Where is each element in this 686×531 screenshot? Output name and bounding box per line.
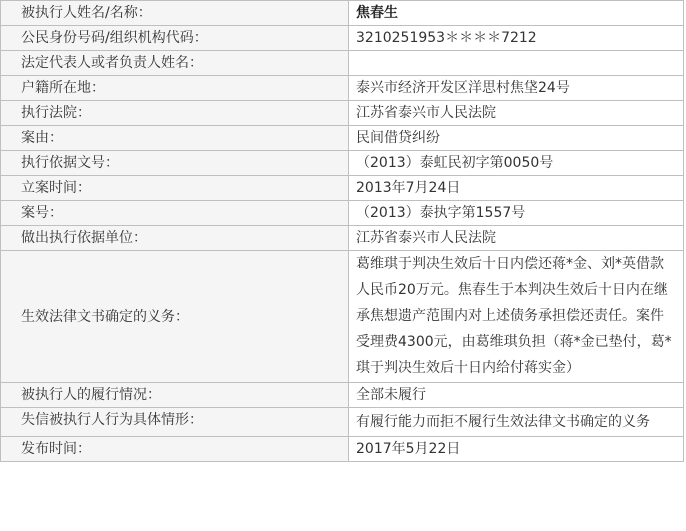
row-value-court: 江苏省泰兴市人民法院 [349, 101, 684, 126]
row-label-id-number: 公民身份号码/组织机构代码： [1, 26, 349, 51]
row-label-basis-doc-no: 执行依据文号： [1, 151, 349, 176]
row-value-legal-rep [349, 51, 684, 76]
row-value-domicile: 泰兴市经济开发区洋思村焦垡24号 [349, 76, 684, 101]
table-row [1, 408, 684, 437]
row-value-case-no: （2013）泰执字第1557号 [349, 201, 684, 226]
row-value-dishonest-behavior: 有履行能力而拒不履行生效法律文书确定的义务 [349, 408, 684, 437]
row-label-court: 执行法院： [1, 101, 349, 126]
row-label-publish-date: 发布时间： [1, 437, 349, 462]
row-label-case-no: 案号： [1, 201, 349, 226]
table-row [1, 176, 684, 201]
row-value-performance: 全部未履行 [349, 383, 684, 408]
row-value-filing-date: 2013年7月24日 [349, 176, 684, 201]
table-row [1, 226, 684, 251]
table-row [1, 126, 684, 151]
table-row [1, 76, 684, 101]
table-row [1, 51, 684, 76]
row-value-obligation: 葛维琪于判决生效后十日内偿还蒋*金、刘*英借款人民币20万元。焦春生于本判决生效后十日内在继承焦想遗产范围内对上述债务承担偿还责任。案件受理费4300元，由葛维琪负担（蒋*金已垫付，葛*琪于判决生效后十日内给付蒋实金） [349, 251, 684, 383]
table-row [1, 101, 684, 126]
table-row [1, 251, 684, 383]
row-value-publish-date: 2017年5月22日 [349, 437, 684, 462]
row-value-basis-doc-no: （2013）泰虹民初字第0050号 [349, 151, 684, 176]
row-label-obligation: 生效法律文书确定的义务： [1, 251, 349, 383]
row-label-performance: 被执行人的履行情况： [1, 383, 349, 408]
table-row [1, 151, 684, 176]
table-row [1, 383, 684, 408]
row-value-basis-issuer: 江苏省泰兴市人民法院 [349, 226, 684, 251]
row-label-cause: 案由： [1, 126, 349, 151]
row-label-basis-issuer: 做出执行依据单位： [1, 226, 349, 251]
table-row [1, 1, 684, 26]
row-label-filing-date: 立案时间： [1, 176, 349, 201]
table-row [1, 437, 684, 462]
row-value-id-number: 3210251953＊＊＊＊7212 [349, 26, 684, 51]
row-label-dishonest-behavior: 失信被执行人行为具体情形： [1, 408, 349, 437]
row-label-legal-rep: 法定代表人或者负责人姓名： [1, 51, 349, 76]
row-value-name: 焦春生 [349, 1, 684, 26]
row-label-domicile: 户籍所在地： [1, 76, 349, 101]
table-row [1, 201, 684, 226]
table-row [1, 26, 684, 51]
row-value-cause: 民间借贷纠纷 [349, 126, 684, 151]
row-label-name: 被执行人姓名/名称： [1, 1, 349, 26]
